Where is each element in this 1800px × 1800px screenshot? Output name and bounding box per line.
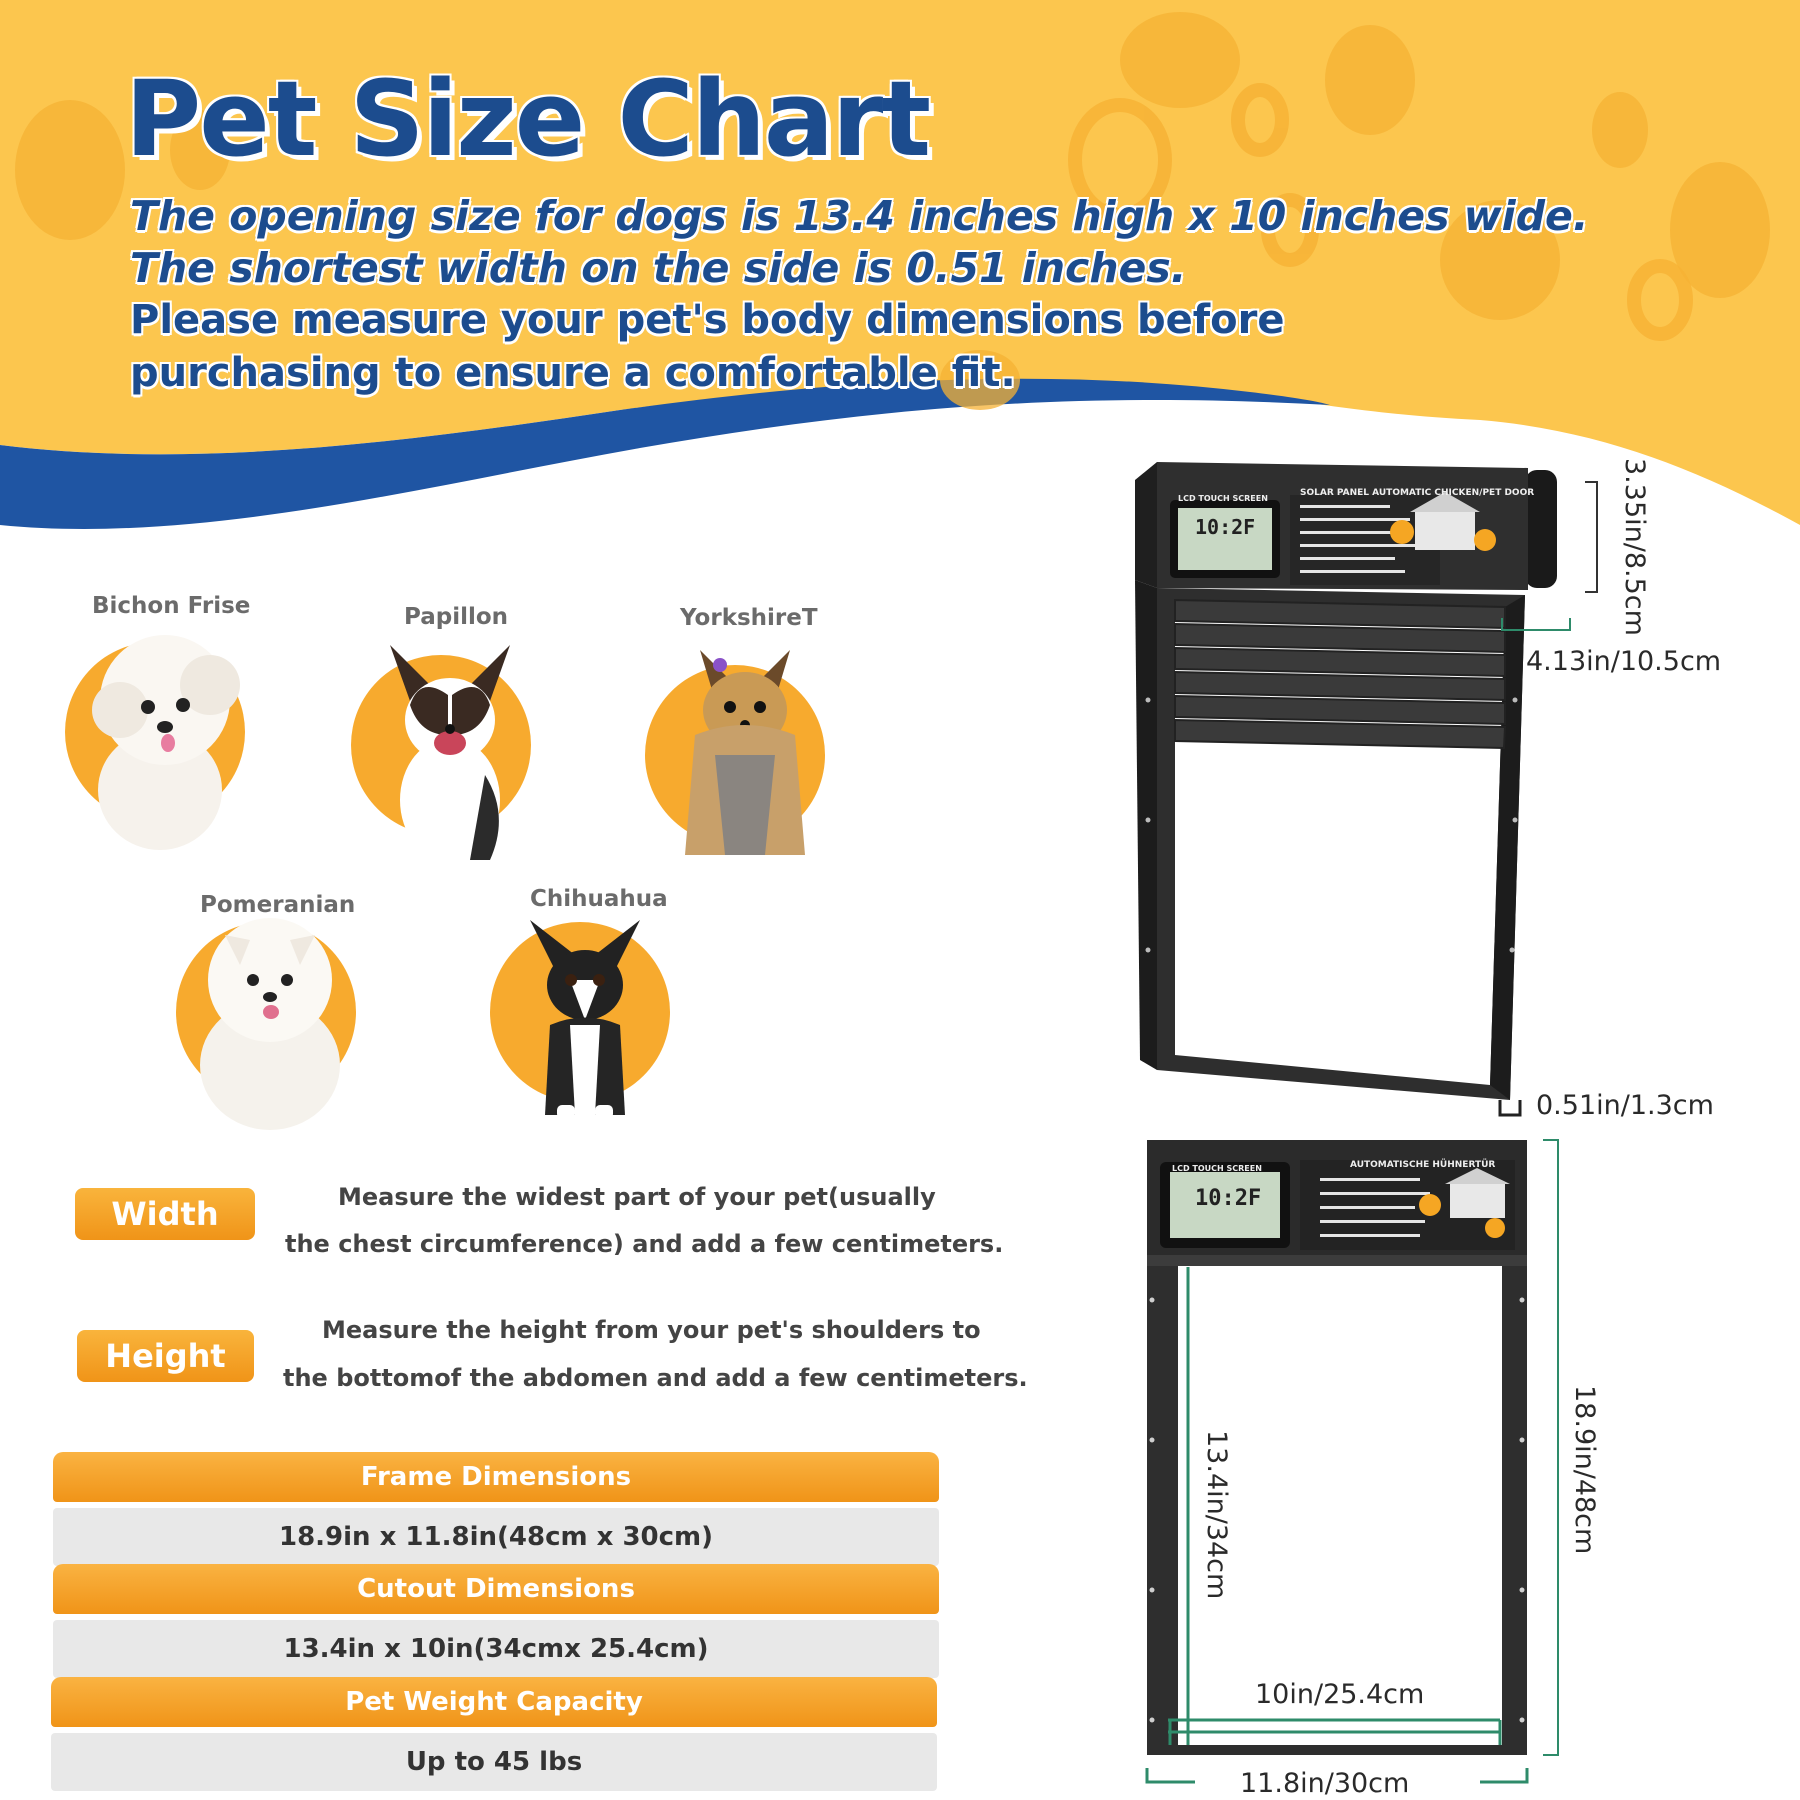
breed-label-yorkshire: YorkshireT <box>680 605 818 631</box>
pomeranian-image <box>185 905 355 1130</box>
breed-label-chihuahua: Chihuahua <box>530 886 668 912</box>
yorkshire-terrier-image <box>655 625 835 865</box>
spec-header-frame: Frame Dimensions <box>53 1452 939 1502</box>
dim-top-panel-height: 3.35in/8.5cm <box>1619 458 1650 636</box>
spec-value-cutout: 13.4in x 10in(34cmx 25.4cm) <box>53 1620 939 1678</box>
bichon-frise-image <box>60 615 260 855</box>
breed-label-bichon: Bichon Frise <box>92 593 251 619</box>
spec-header-cutout: Cutout Dimensions <box>53 1564 939 1614</box>
width-label-pill: Width <box>75 1188 255 1240</box>
side-width-text: The shortest width on the side is 0.51 inches. <box>130 244 1187 292</box>
breed-label-papillon: Papillon <box>404 604 509 630</box>
breed-label-pomeranian: Pomeranian <box>200 892 356 918</box>
spec-value-weight: Up to 45 lbs <box>51 1733 937 1791</box>
top-panel-title: SOLAR PANEL AUTOMATIC CHICKEN/PET DOOR <box>1300 488 1535 498</box>
bottom-screen-label: LCD TOUCH SCREEN <box>1172 1164 1262 1173</box>
chihuahua-image <box>505 910 665 1130</box>
spec-value-frame: 18.9in x 11.8in(48cm x 30cm) <box>53 1508 939 1566</box>
bottom-lcd-value: 10:2F <box>1195 1186 1262 1211</box>
dim-top-panel-depth: 4.13in/10.5cm <box>1526 646 1722 677</box>
top-lcd-value: 10:2F <box>1195 515 1256 539</box>
top-door <box>1135 462 1597 1115</box>
measure-advice-line2: purchasing to ensure a comfortable fit. <box>130 350 1016 396</box>
dim-side-width: 0.51in/1.3cm <box>1536 1090 1714 1121</box>
top-screen-label: LCD TOUCH SCREEN <box>1178 494 1268 503</box>
page-title: Pet Size Chart <box>125 58 930 180</box>
bottom-panel-title: AUTOMATISCHE HÜHNERTÜR <box>1350 1160 1496 1170</box>
dim-frame-width: 11.8in/30cm <box>1240 1768 1410 1799</box>
dim-opening-width: 10in/25.4cm <box>1255 1679 1425 1710</box>
width-instruction-line1: Measure the widest part of your pet(usually <box>338 1183 936 1211</box>
height-instruction-line2: the bottomof the abdomen and add a few centimeters. <box>283 1364 1028 1392</box>
dim-opening-height: 13.4in/34cm <box>1201 1430 1232 1600</box>
height-instruction-line1: Measure the height from your pet's shoulders to <box>322 1316 981 1344</box>
measure-advice-line1: Please measure your pet's body dimensions before <box>130 297 1285 343</box>
papillon-image <box>360 625 540 865</box>
spec-header-weight: Pet Weight Capacity <box>51 1677 937 1727</box>
width-instruction-line2: the chest circumference) and add a few centimeters. <box>285 1230 1004 1258</box>
opening-size-text: The opening size for dogs is 13.4 inches high x 10 inches wide. <box>130 192 1589 240</box>
dim-frame-height: 18.9in/48cm <box>1569 1385 1600 1555</box>
height-label-pill: Height <box>77 1330 254 1382</box>
